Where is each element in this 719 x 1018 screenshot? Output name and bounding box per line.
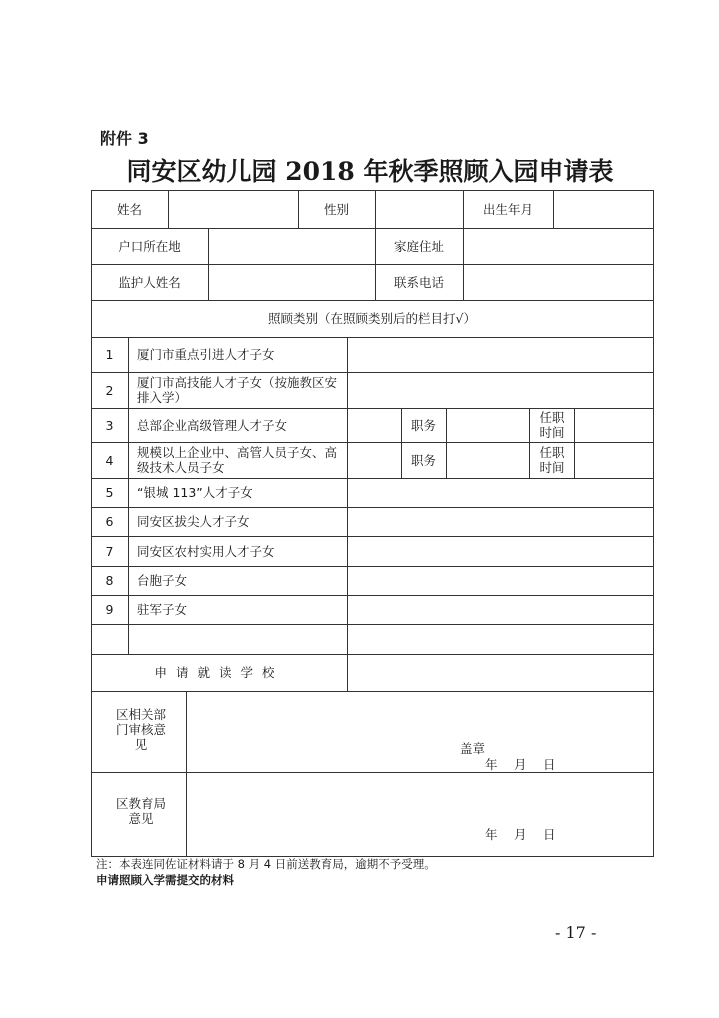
category-no: 3	[105, 417, 114, 433]
category-no: 1	[105, 347, 114, 362]
school-input[interactable]	[348, 655, 653, 691]
term-input[interactable]	[575, 443, 653, 478]
category-text: 总部企业高级管理人才子女	[137, 417, 288, 433]
guardian-input[interactable]	[209, 265, 375, 300]
category-check-cell[interactable]	[348, 479, 653, 507]
address-label: 家庭住址	[393, 238, 444, 254]
blank-category-cell[interactable]	[129, 625, 347, 654]
category-text: 同安区农村实用人才子女	[137, 543, 275, 559]
category-text: “银城 113”人才子女	[137, 485, 253, 500]
edu-opinion-input[interactable]	[187, 773, 653, 856]
category-no: 5	[105, 485, 114, 500]
category-text: 驻军子女	[137, 602, 188, 617]
category-check-cell[interactable]	[348, 409, 401, 442]
school-label: 申请就读学校	[154, 665, 284, 680]
category-text: 厦门市重点引进人才子女	[137, 347, 275, 362]
edu-date-label: 年 月 日	[485, 826, 558, 842]
category-no: 7	[105, 543, 114, 559]
attachment-label: 附件 3	[100, 129, 149, 148]
category-check-cell[interactable]	[348, 596, 653, 624]
name-label: 姓名	[116, 201, 142, 217]
category-no: 8	[105, 573, 114, 588]
category-text: 台胞子女	[137, 573, 188, 588]
category-check-cell[interactable]	[348, 537, 653, 566]
post-label: 职务	[410, 417, 436, 433]
blank-no-cell[interactable]	[92, 625, 128, 654]
category-header: 照顾类别（在照顾类别后的栏目打√）	[268, 311, 476, 326]
term-label: 任职时间	[539, 410, 565, 440]
guardian-label: 监护人姓名	[118, 274, 181, 290]
footnote: 注：本表连同佐证材料请于 8 月 4 日前送教育局，逾期不予受理。	[96, 857, 436, 871]
category-text: 同安区拔尖人才子女	[137, 514, 250, 529]
dept-opinion-label: 区相关部门审核意见	[116, 706, 167, 752]
hukou-label: 户口所在地	[118, 238, 181, 254]
post-label: 职务	[410, 452, 436, 468]
page-number: - 17 -	[555, 923, 597, 942]
post-input[interactable]	[447, 409, 529, 442]
phone-label: 联系电话	[393, 274, 444, 290]
category-no: 4	[105, 452, 114, 468]
materials-heading: 申请照顾入学需提交的材料	[96, 873, 234, 887]
category-text: 规模以上企业中、高管人员子女、高级技术人员子女	[137, 445, 338, 475]
phone-input[interactable]	[464, 265, 653, 300]
category-check-cell[interactable]	[348, 443, 401, 478]
category-check-cell[interactable]	[348, 508, 653, 536]
birth-label: 出生年月	[482, 201, 533, 217]
category-no: 6	[105, 514, 114, 529]
category-no: 9	[105, 602, 114, 617]
term-input[interactable]	[575, 409, 653, 442]
gender-label: 性别	[323, 201, 349, 217]
dept-date-label: 年 月 日	[485, 756, 558, 772]
category-text: 厦门市高技能人才子女（按施教区安排入学）	[137, 375, 338, 405]
category-check-cell[interactable]	[348, 373, 653, 408]
address-input[interactable]	[464, 229, 653, 264]
birth-input[interactable]	[554, 191, 653, 228]
category-check-cell[interactable]	[348, 567, 653, 595]
blank-check-cell[interactable]	[348, 625, 653, 654]
hukou-input[interactable]	[209, 229, 375, 264]
category-no: 2	[105, 382, 114, 398]
category-check-cell[interactable]	[348, 338, 653, 372]
term-label: 任职时间	[539, 445, 565, 475]
form-title: 同安区幼儿园 2018 年秋季照顾入园申请表	[126, 157, 614, 186]
post-input[interactable]	[447, 443, 529, 478]
edu-opinion-label: 区教育局意见	[116, 796, 167, 826]
dept-opinion-input[interactable]	[187, 692, 653, 772]
name-input[interactable]	[169, 191, 298, 228]
gender-input[interactable]	[376, 191, 463, 228]
seal-label: 盖章	[460, 740, 486, 756]
